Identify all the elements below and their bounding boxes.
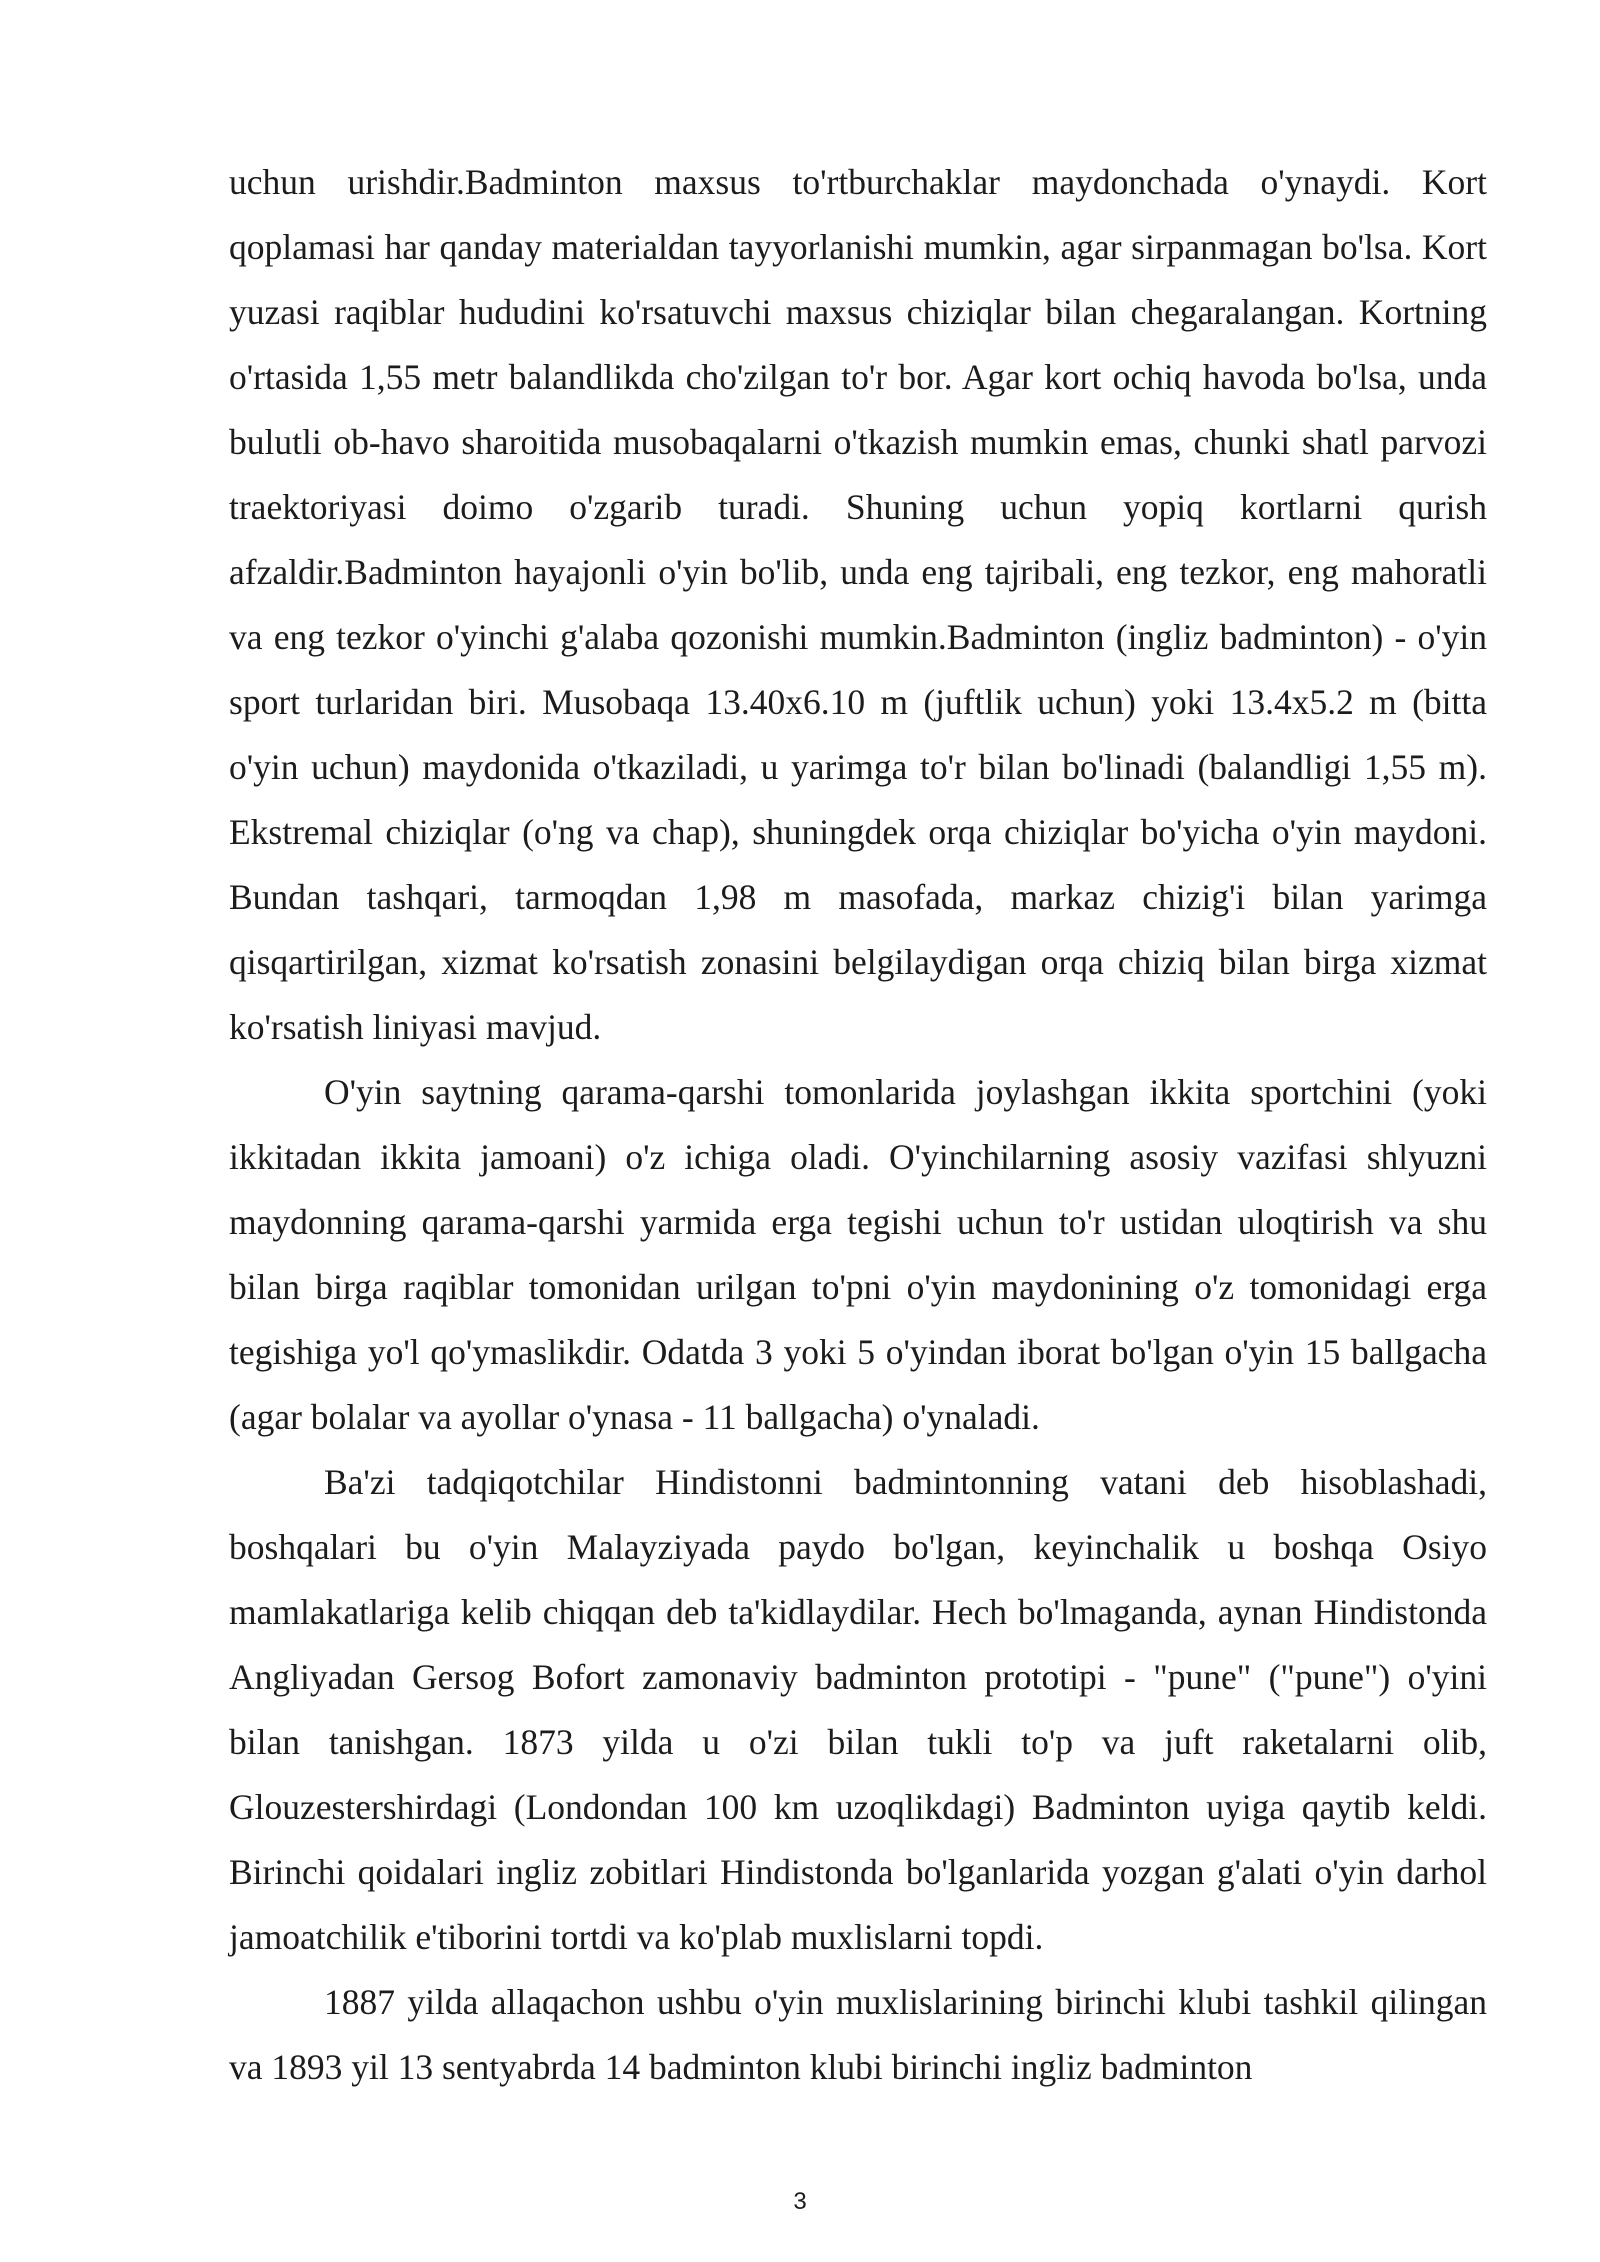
paragraph-history-origin: Ba'zi tadqiqotchilar Hindistonni badmintonning vatani deb hisoblashadi, boshqalari bu o'yin Malayziyada paydo bo'lgan, keyinchalik u boshqa Osiyo mamlakatlariga kelib chiqqan deb ta'kidlaydilar. Hech bo'lmaganda, aynan Hindistonda Angliyadan Gersog Bofort zamonaviy badminton prototipi - "pune" ("pune") o'yini bilan tanishgan. 1873 yilda u o'zi bilan tukli to'p va juft raketalarni olib, Glouzestershirdagi (Londondan 100 km uzoqlikdagi) Badminton uyiga qaytib keldi. Birinchi qoidalari ingliz zobitlari Hindistonda bo'lganlarida yozgan g'alati o'yin darhol jamoatchilik e'tiborini tortdi va ko'plab muxlislarni topdi. [229, 1462, 1487, 1957]
paragraph-game-description: O'yin saytning qarama-qarshi tomonlarida joylashgan ikkita sportchini (yoki ikkitadan ikkita jamoani) o'z ichiga oladi. O'yinchilarning asosiy vazifasi shlyuzni maydonning qarama-qarshi yarmida erga tegishi uchun to'r ustidan uloqtirish va shu bilan birga raqiblar tomonidan urilgan to'pni o'yin maydonining o'z tomonidagi erga tegishiga yo'l qo'ymaslikdir. Odatda 3 yoki 5 o'yindan iborat bo'lgan o'yin 15 ballgacha (agar bolalar va ayollar o'ynasa - 11 ballgacha) o'ynaladi. [229, 1072, 1487, 1437]
body-text [229, 150, 1487, 2100]
paragraph-continuation: uchun urishdir.Badminton maxsus to'rtburchaklar maydonchada o'ynaydi. Kort qoplamasi har qanday materialdan tayyorlanishi mumkin, agar sirpanmagan bo'lsa. Kort yuzasi raqiblar hududini ko'rsatuvchi maxsus chiziqlar bilan chegaralangan. Kortning o'rtasida 1,55 metr balandlikda cho'zilgan to'r bor. Agar kort ochiq havoda bo'lsa, unda bulutli ob-havo sharoitida musobaqalarni o'tkazish mumkin emas, chunki shatl parvozi traektoriyasi doimo o'zgarib turadi. Shuning uchun yopiq kortlarni qurish afzaldir.Badminton hayajonli o'yin bo'lib, unda eng tajribali, eng tezkor, eng mahoratli va eng tezkor o'yinchi g'alaba qozonishi mumkin.Badminton (ingliz badminton) - o'yin sport turlaridan biri. Musobaqa 13.40x6.10 m (juftlik uchun) yoki 13.4x5.2 m (bitta o'yin uchun) maydonida o'tkaziladi, u yarimga to'r bilan bo'linadi (balandligi 1,55 m). Ekstremal chiziqlar (o'ng va chap), shuningdek orqa chiziqlar bo'yicha o'yin maydoni. Bundan tashqari, tarmoqdan 1,98 m masofada, markaz chizig'i bilan yarimga qisqartirilgan, xizmat ko'rsatish zonasini belgilaydigan orqa chiziq bilan birga xizmat ko'rsatish liniyasi mavjud. [229, 162, 1487, 1047]
paragraph-first-club: 1887 yilda allaqachon ushbu o'yin muxlislarining birinchi klubi tashkil qilingan va 1893 yil 13 sentyabrda 14 badminton klubi birinchi ingliz badminton [229, 1982, 1487, 2087]
page-number: 3 [793, 2188, 807, 2215]
